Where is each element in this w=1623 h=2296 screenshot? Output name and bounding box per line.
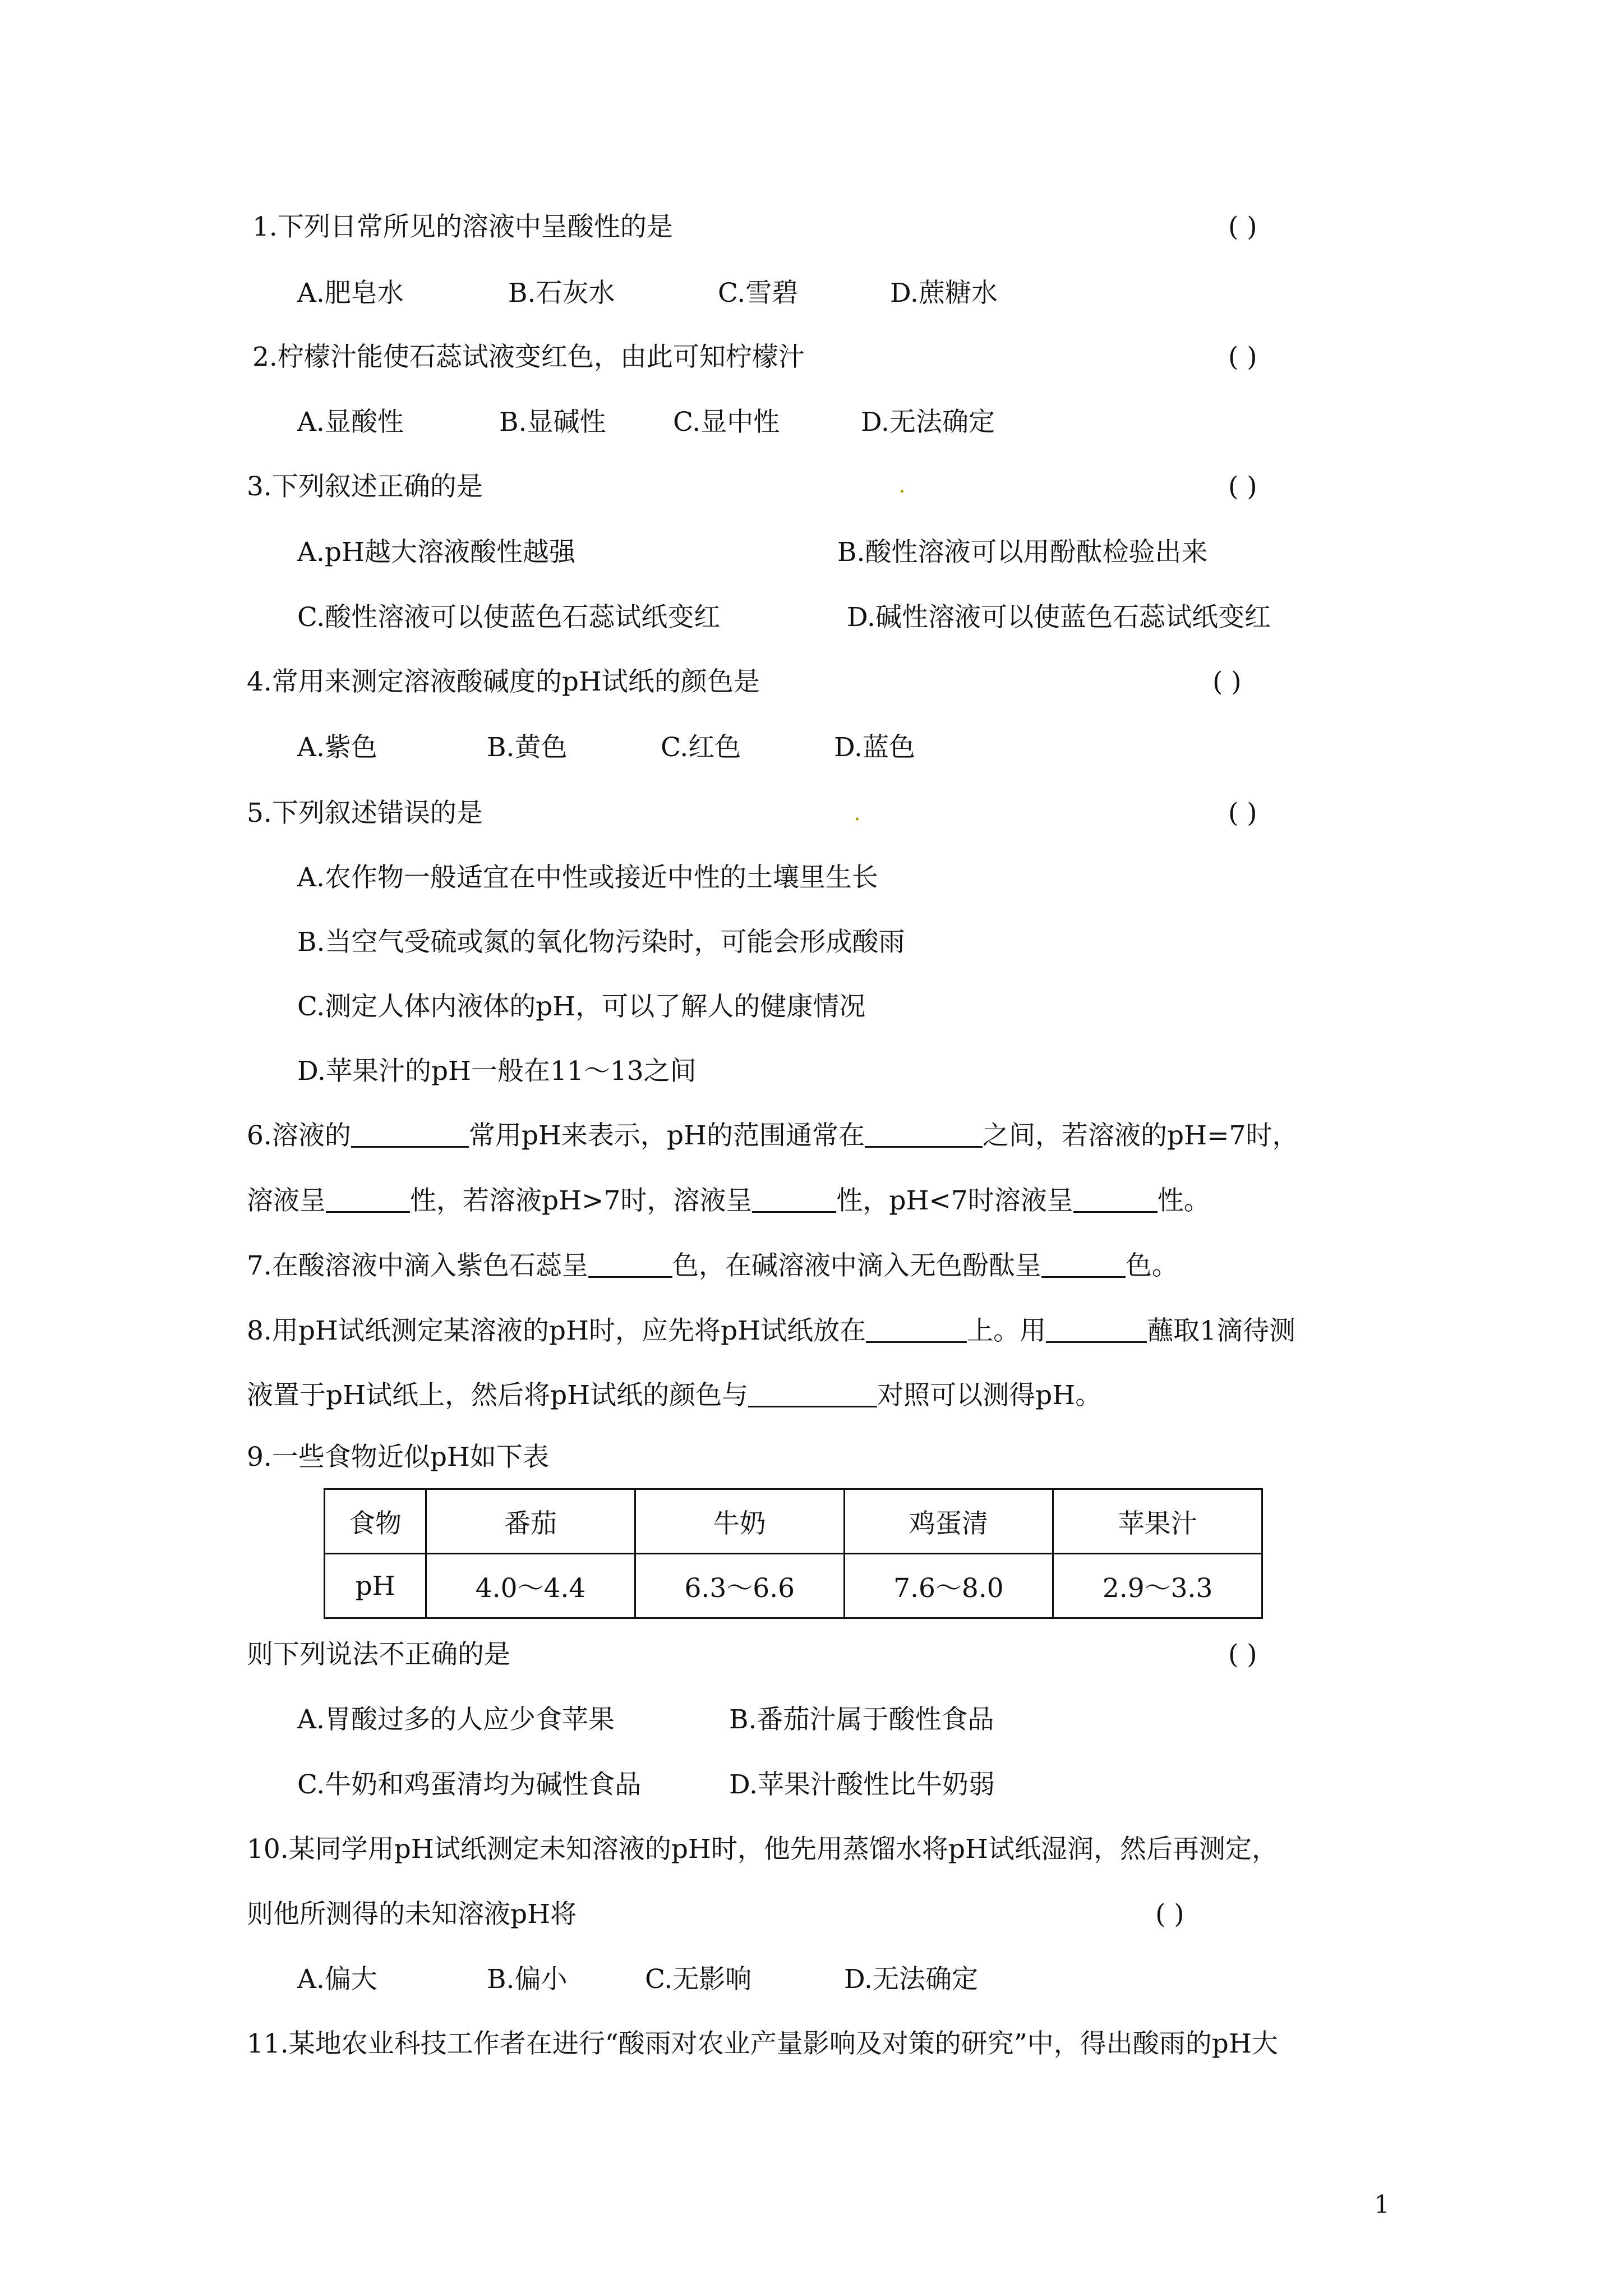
q6-blank-2[interactable] [865,1121,983,1148]
q4-option-b: B.黄色 [487,732,568,763]
table-cell: 6.3～6.6 [635,1554,844,1618]
q7-blank-1[interactable] [588,1251,672,1278]
q8-text-2: 上。用 [967,1315,1046,1346]
q10-stem-2: 则他所测得的未知溶液pH将 [247,1899,577,1930]
q3-stem: 3.下列叙述正确的是 [247,471,483,502]
q8-line-1 [247,1314,1391,1348]
q8-blank-3[interactable] [748,1381,877,1407]
q1-option-a: A.肥皂水 [297,278,404,309]
table-header-row [325,1489,1262,1554]
q6-blank-5[interactable] [1073,1186,1158,1213]
q5-option-a: A.农作物一般适宜在中性或接近中性的土壤里生长 [297,862,878,893]
q8-text-5: 对照可以测得pH。 [877,1380,1102,1411]
q4-option-d: D.蓝色 [834,732,915,763]
q9-option-d: D.苹果汁酸性比牛奶弱 [729,1769,995,1800]
q6-blank-4[interactable] [752,1186,836,1213]
q10-stem-1: 10.某同学用pH试纸测定未知溶液的pH时，他先用蒸馏水将pH试纸湿润，然后再测定， [247,1834,1278,1865]
q10-answer-paren: ( ) [1155,1899,1184,1930]
q6-blank-1[interactable] [351,1121,469,1148]
table-cell: 4.0～4.4 [426,1554,635,1618]
q8-blank-2[interactable] [1046,1317,1147,1343]
q2-option-a: A.显酸性 [297,407,404,438]
q9-option-c: C.牛奶和鸡蛋清均为碱性食品 [297,1769,642,1800]
q2-option-d: D.无法确定 [861,407,995,438]
q4-stem: 4.常用来测定溶液酸碱度的pH试纸的颜色是 [247,666,760,697]
q11-stem: 11.某地农业科技工作者在进行“酸雨对农业产量影响及对策的研究”中，得出酸雨的pH大 [247,2028,1278,2059]
q10-option-a: A.偏大 [297,1964,377,1995]
table-cell: 2.9～3.3 [1053,1554,1262,1618]
q8-text-4: 液置于pH试纸上，然后将pH试纸的颜色与 [247,1380,749,1411]
q9-option-b: B.番茄汁属于酸性食品 [729,1704,994,1735]
q8-text-3: 蘸取1滴待测 [1147,1315,1295,1346]
table-row [325,1554,1262,1618]
q5-answer-paren: ( ) [1228,798,1257,829]
q8-line-2 [247,1379,1391,1412]
q6-blank-3[interactable] [326,1186,410,1213]
table-cell: 食物 [325,1489,426,1554]
q4-answer-paren: ( ) [1212,666,1242,697]
q2-answer-paren: ( ) [1228,342,1257,372]
table-cell: 牛奶 [635,1489,844,1554]
q10-option-d: D.无法确定 [844,1964,978,1995]
q4-option-a: A.紫色 [297,732,377,763]
q6-text-3: 之间，若溶液的pH=7时， [983,1120,1299,1151]
q9-stem: 9.一些食物近似pH如下表 [247,1442,549,1473]
ph-table [324,1488,1263,1619]
q7-line [247,1249,1391,1283]
q9-followup: 则下列说法不正确的是 [247,1639,510,1670]
table-cell: pH [325,1554,426,1618]
q3-option-d: D.碱性溶液可以使蓝色石蕊试纸变红 [847,602,1271,633]
q7-text-1: 7.在酸溶液中滴入紫色石蕊呈 [247,1250,588,1281]
page-number: 1 [1374,2191,1390,2219]
q5-option-b: B.当空气受硫或氮的氧化物污染时，可能会形成酸雨 [297,927,905,958]
q6-text-4: 溶液呈 [247,1185,326,1216]
q6-text-1: 6.溶液的 [247,1120,351,1151]
q2-option-b: B.显碱性 [499,407,606,438]
q6-text-5: 性，若溶液pH>7时，溶液呈 [410,1185,753,1216]
q4-option-c: C.红色 [661,732,741,763]
table-cell: 番茄 [426,1489,635,1554]
q7-text-2: 色，在碱溶液中滴入无色酚酞呈 [672,1250,1041,1281]
q6-line-2 [247,1184,1391,1218]
q6-text-2: 常用pH来表示，pH的范围通常在 [468,1120,865,1151]
table-cell: 苹果汁 [1053,1489,1262,1554]
q9-answer-paren: ( ) [1228,1639,1257,1670]
q1-option-b: B.石灰水 [508,278,615,309]
q7-text-3: 色。 [1125,1250,1178,1281]
q1-answer-paren: ( ) [1228,211,1257,242]
table-cell: 鸡蛋清 [844,1489,1053,1554]
q8-text-1: 8.用pH试纸测定某溶液的pH时，应先将pH试纸放在 [247,1315,866,1346]
q1-option-c: C.雪碧 [718,278,799,309]
table-cell: 7.6～8.0 [844,1554,1053,1618]
q3-option-b: B.酸性溶液可以用酚酞检验出来 [837,537,1208,568]
q9-option-a: A.胃酸过多的人应少食苹果 [297,1704,615,1735]
q3-yellow-dot: . [898,472,906,498]
q2-option-c: C.显中性 [673,407,780,438]
q6-line-1 [247,1119,1391,1153]
q3-option-c: C.酸性溶液可以使蓝色石蕊试纸变红 [297,602,721,633]
q3-option-a: A.pH越大溶液酸性越强 [297,537,575,568]
q8-blank-1[interactable] [866,1317,967,1343]
q1-stem: 1.下列日常所见的溶液中呈酸性的是 [252,211,673,242]
q10-option-b: B.偏小 [487,1964,568,1995]
q6-text-6: 性，pH<7时溶液呈 [836,1185,1073,1216]
q3-answer-paren: ( ) [1228,471,1257,502]
q2-stem: 2.柠檬汁能使石蕊试液变红色，由此可知柠檬汁 [252,342,805,372]
q5-option-d: D.苹果汁的pH一般在11～13之间 [297,1056,697,1087]
q5-option-c: C.测定人体内液体的pH，可以了解人的健康情况 [297,991,866,1022]
q5-yellow-dot: . [854,800,861,826]
q7-blank-2[interactable] [1041,1251,1126,1278]
q6-text-7: 性。 [1157,1185,1210,1216]
q1-option-d: D.蔗糖水 [890,278,998,309]
q5-stem: 5.下列叙述错误的是 [247,798,483,829]
q10-option-c: C.无影响 [645,1964,752,1995]
